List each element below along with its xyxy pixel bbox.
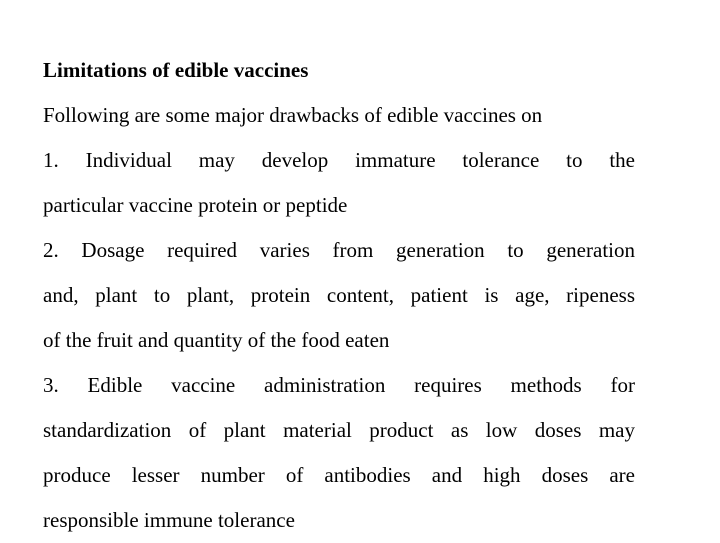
intro-text: Following are some major drawbacks of edible vaccines on (43, 103, 543, 127)
item-3-line-2: standardization of plant material product as low doses may (43, 418, 635, 442)
document-page (43, 48, 635, 543)
item-3-line-3: produce lesser number of antibodies and high doses are (43, 463, 635, 487)
item-2-line-2: and, plant to plant, protein content, patient is age, ripeness (43, 283, 635, 307)
item-3-line-1: 3. Edible vaccine administration requires methods for (43, 373, 635, 397)
item-3-line-4: responsible immune tolerance (43, 508, 295, 532)
item-1-line-1: 1. Individual may develop immature tolerance to the (43, 148, 635, 172)
item-2-line-1: 2. Dosage required varies from generation to generation (43, 238, 635, 262)
document-heading: Limitations of edible vaccines (43, 58, 309, 82)
item-2-line-3: of the fruit and quantity of the food eaten (43, 328, 390, 352)
item-1-line-2: particular vaccine protein or peptide (43, 193, 348, 217)
